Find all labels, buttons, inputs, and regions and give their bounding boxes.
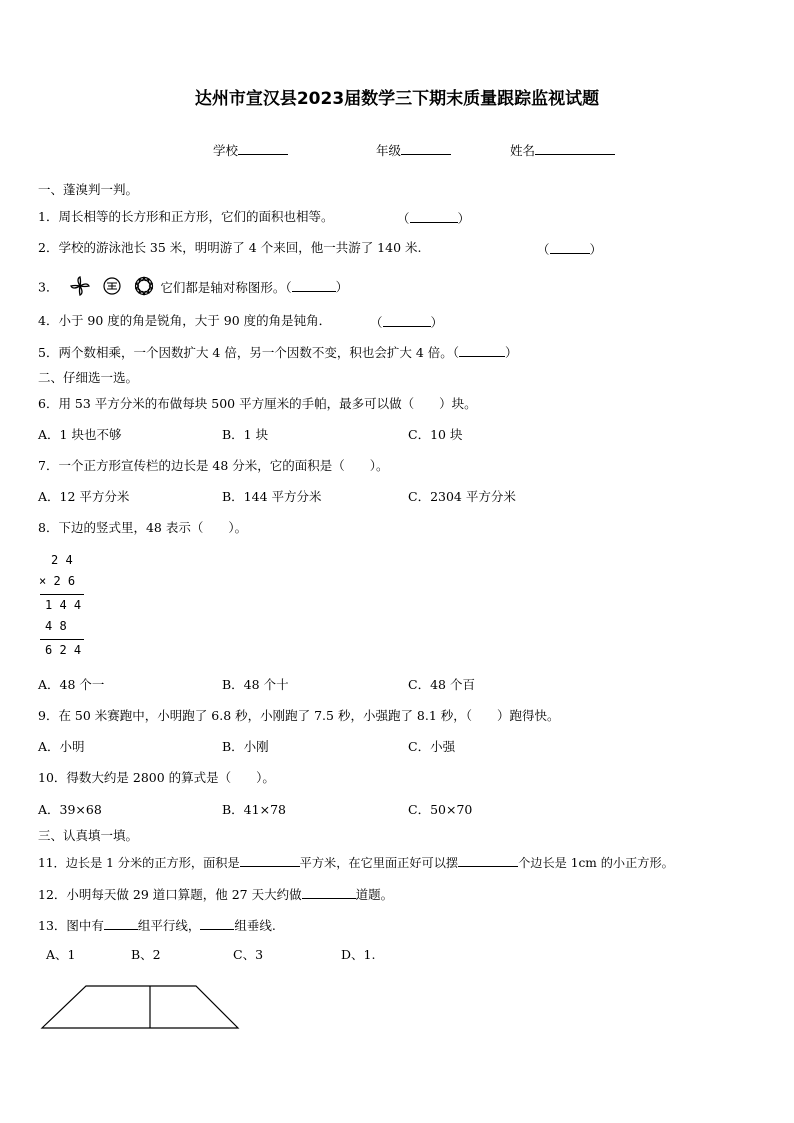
section-3-heading: 三、认真填一填。 xyxy=(38,828,139,843)
question-8-text: 8．下边的竖式里，48 表示（ ）。 xyxy=(38,520,248,535)
calc-rule-1 xyxy=(40,594,84,595)
paren-close: ） xyxy=(457,211,471,226)
paren-close: ） xyxy=(589,242,603,257)
calc-line-3: 1 4 4 xyxy=(45,598,82,612)
question-9-option-b[interactable]: B．小刚 xyxy=(222,739,269,754)
answer-blank[interactable] xyxy=(550,240,590,254)
question-1-text: 1．周长相等的长方形和正方形，它们的面积也相等。 xyxy=(38,209,334,224)
calc-line-5: 6 2 4 xyxy=(45,643,82,657)
answer-blank-2[interactable] xyxy=(200,916,234,930)
question-11 xyxy=(38,853,674,871)
question-5 xyxy=(38,343,518,361)
answer-blank[interactable] xyxy=(383,313,431,327)
question-10-option-a[interactable]: A．39×68 xyxy=(38,802,102,817)
name-label: 姓名 xyxy=(510,143,536,158)
question-11-part-1: 11．边长是 1 分米的正方形，面积是 xyxy=(38,856,240,870)
question-4-answer[interactable] xyxy=(370,313,443,331)
trapezoid-figure xyxy=(38,982,244,1032)
paren-open: （ xyxy=(370,315,383,330)
question-11-part-3: 个边长是 1cm 的小正方形。 xyxy=(518,856,674,870)
question-9-option-a[interactable]: A．小明 xyxy=(38,739,85,754)
pinwheel-icon xyxy=(70,276,90,300)
question-13-option-d[interactable]: D、1. xyxy=(341,947,376,962)
question-8-option-a[interactable]: A．48 个一 xyxy=(38,677,105,692)
question-12-part-1: 12．小明每天做 29 道口算题，他 27 天大约做 xyxy=(38,887,302,902)
question-13-part-1: 13．图中有 xyxy=(38,918,104,933)
question-5-text: 5．两个数相乘，一个因数扩大 4 倍，另一个因数不变，积也会扩大 4 倍。（ xyxy=(38,345,460,360)
question-7-option-b[interactable]: B．144 平方分米 xyxy=(222,489,322,504)
question-3-number: 3． xyxy=(38,279,59,295)
question-13-part-2: 组平行线， xyxy=(137,918,201,933)
question-3 xyxy=(38,276,348,300)
answer-blank-1[interactable] xyxy=(240,853,300,867)
name-field xyxy=(510,142,615,159)
paren-open: （ xyxy=(537,242,550,257)
question-7-option-c[interactable]: C．2304 平方分米 xyxy=(408,489,516,504)
question-7-option-a[interactable]: A．12 平方分米 xyxy=(38,489,130,504)
grade-label: 年级 xyxy=(376,143,402,158)
question-2-answer[interactable] xyxy=(537,240,602,258)
flower-icon xyxy=(134,276,154,300)
grade-blank[interactable] xyxy=(401,142,451,155)
trapezoid-outline xyxy=(42,986,238,1028)
question-6-option-c[interactable]: C．10 块 xyxy=(408,427,463,442)
question-8-option-c[interactable]: C．48 个百 xyxy=(408,677,475,692)
school-label: 学校 xyxy=(213,143,239,158)
question-2-text: 2．学校的游泳池长 35 米，明明游了 4 个来回，他一共游了 140 米. xyxy=(38,240,422,255)
question-8-option-b[interactable]: B．48 个十 xyxy=(222,677,289,692)
circle-symbol-icon xyxy=(102,276,122,300)
question-4-text: 4．小于 90 度的角是锐角，大于 90 度的角是钝角． xyxy=(38,313,332,328)
question-1 xyxy=(38,209,333,225)
calc-rule-2 xyxy=(40,639,84,640)
question-2 xyxy=(38,240,422,256)
school-field xyxy=(213,142,288,159)
calc-line-2: × 2 6 xyxy=(39,574,76,588)
question-4 xyxy=(38,313,331,329)
question-6-text: 6．用 53 平方分米的布做每块 500 平方厘米的手帕，最多可以做（ ）块。 xyxy=(38,396,477,411)
section-2-heading: 二、仔细选一选。 xyxy=(38,370,139,385)
paren-close: ） xyxy=(505,345,518,360)
question-13-option-c[interactable]: C、3 xyxy=(233,947,264,962)
question-6-option-b[interactable]: B．1 块 xyxy=(222,427,269,442)
grade-field xyxy=(376,142,451,159)
question-9-option-c[interactable]: C．小强 xyxy=(408,739,456,754)
answer-blank-1[interactable] xyxy=(104,916,138,930)
answer-blank-2[interactable] xyxy=(458,853,518,867)
question-12-part-2: 道题。 xyxy=(355,887,394,902)
question-1-answer[interactable] xyxy=(397,209,470,227)
question-13-part-3: 组垂线. xyxy=(234,918,276,933)
question-13 xyxy=(38,916,276,934)
paren-open: （ xyxy=(397,211,410,226)
question-3-text: 它们都是轴对称图形。（ xyxy=(160,279,292,295)
school-blank[interactable] xyxy=(238,142,288,155)
answer-blank[interactable] xyxy=(459,343,505,357)
section-1-heading: 一、蓬溴判一判。 xyxy=(38,182,139,197)
calc-line-1: 2 4 xyxy=(51,553,73,567)
name-blank[interactable] xyxy=(535,142,615,155)
answer-blank[interactable] xyxy=(302,885,356,899)
paren-close: ） xyxy=(335,279,349,295)
question-10-option-c[interactable]: C．50×70 xyxy=(408,802,473,817)
answer-blank[interactable] xyxy=(410,209,458,223)
answer-blank[interactable] xyxy=(292,278,336,292)
question-13-option-b[interactable]: B、2 xyxy=(131,947,161,962)
calc-line-4: 4 8 xyxy=(45,619,67,633)
question-12 xyxy=(38,885,393,903)
question-7-text: 7．一个正方形宣传栏的边长是 48 分米，它的面积是（ ）。 xyxy=(38,458,389,473)
question-11-part-2: 平方米，在它里面正好可以摆 xyxy=(299,856,459,870)
paren-close: ） xyxy=(430,315,444,330)
question-9-text: 9．在 50 米赛跑中，小明跑了 6.8 秒，小刚跑了 7.5 秒，小强跑了 8.1 秒，（ ）跑得快。 xyxy=(38,708,560,723)
page-title: 达州市宣汉县2023届数学三下期末质量跟踪监视试题 xyxy=(194,89,600,109)
question-6-option-a[interactable]: A．1 块也不够 xyxy=(38,427,122,442)
question-10-text: 10．得数大约是 2800 的算式是（ ）。 xyxy=(38,770,275,785)
question-10-option-b[interactable]: B．41×78 xyxy=(222,802,286,817)
question-13-option-a[interactable]: A、1 xyxy=(46,947,76,962)
